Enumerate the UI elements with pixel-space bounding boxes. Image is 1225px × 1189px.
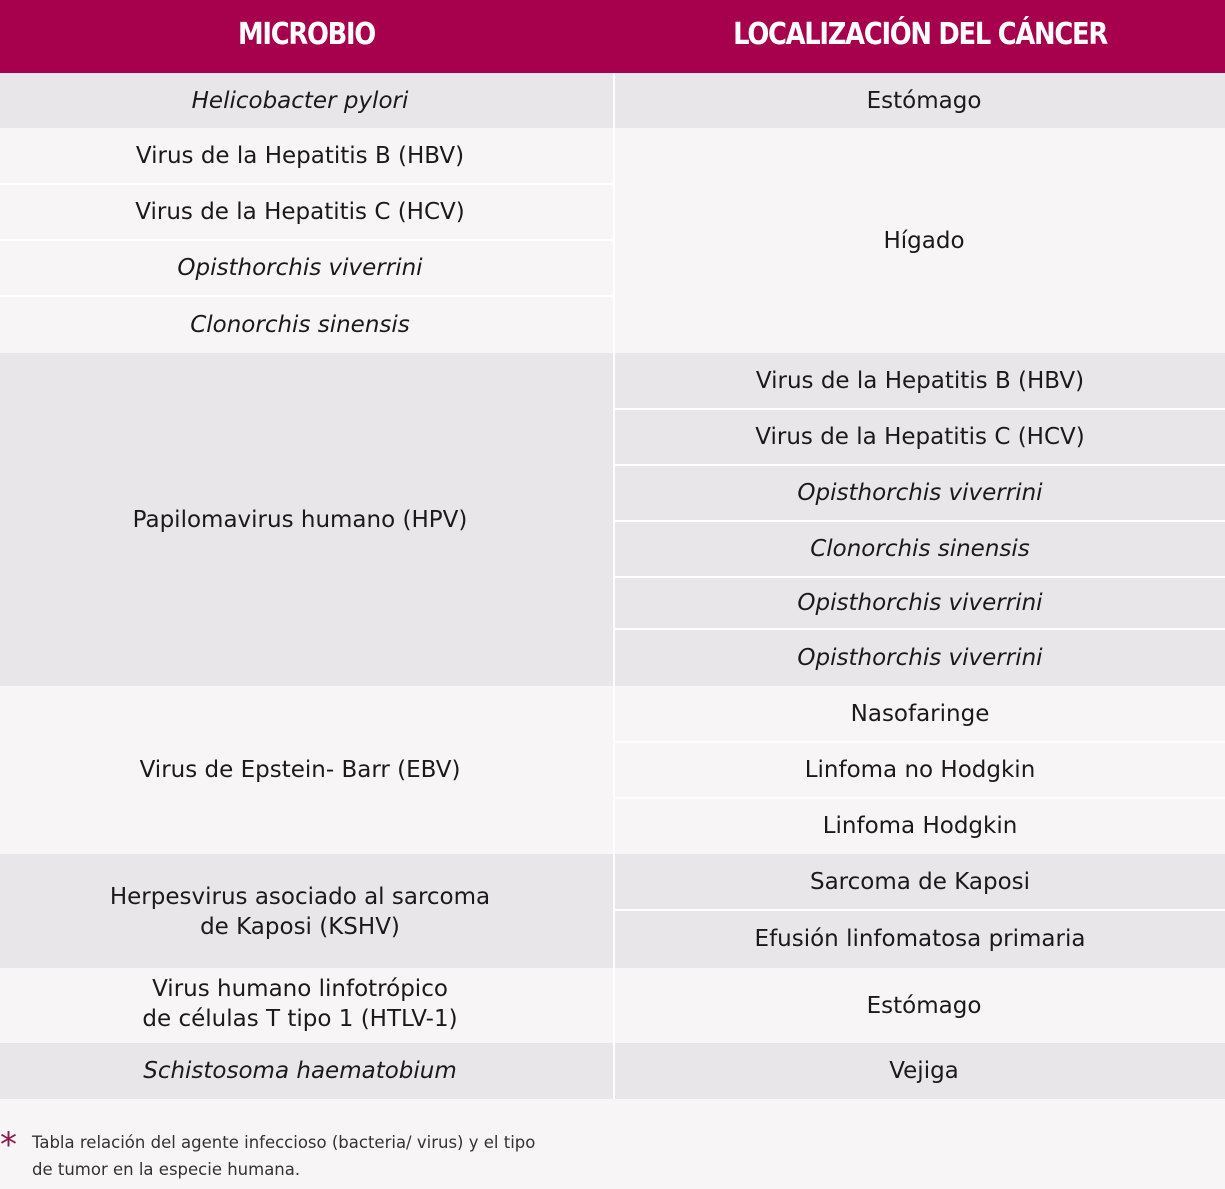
location-cell: Opisthorchis viverrini [797, 590, 1043, 616]
footnote-line: Tabla relación del agente infeccioso (bacteria/ virus) y el tipo [32, 1133, 536, 1152]
footnote [32, 1129, 632, 1183]
location-cell: Efusión linfomatosa primaria [754, 926, 1086, 952]
microbe-cell: Clonorchis sinensis [190, 311, 410, 338]
microbe-cell-line: de células T tipo 1 (HTLV-1) [142, 1006, 458, 1032]
table-header [0, 0, 1225, 73]
microbe-cell-line: de Kaposi (KSHV) [200, 914, 400, 940]
location-cell: Linfoma Hodgkin [822, 813, 1018, 839]
location-cell: Hígado [883, 227, 965, 254]
microbe-cell: Opisthorchis viverrini [177, 255, 423, 281]
location-cell: Vejiga [889, 1058, 959, 1084]
location-cell: Opisthorchis viverrini [797, 480, 1043, 506]
footnote-asterisk-icon: * [0, 1125, 17, 1165]
microbe-cell: Virus de la Hepatitis B (HBV) [135, 143, 465, 169]
location-cell: Sarcoma de Kaposi [809, 869, 1031, 895]
location-cell: Opisthorchis viverrini [797, 644, 1043, 671]
header-microbio: MICROBIO [238, 17, 375, 52]
location-cell: Estómago [866, 992, 982, 1019]
location-cell: Clonorchis sinensis [810, 536, 1030, 562]
footnote-line: de tumor en la especie humana. [32, 1160, 301, 1179]
microbe-cell: Helicobacter pylori [191, 87, 409, 114]
location-cell: Virus de la Hepatitis B (HBV) [755, 368, 1085, 394]
location-cell: Estómago [866, 87, 982, 114]
microbe-cell: Virus de Epstein- Barr (EBV) [139, 757, 461, 783]
microbe-cell: Schistosoma haematobium [143, 1058, 457, 1084]
microbe-cell: Papilomavirus humano (HPV) [132, 506, 468, 533]
location-cell: Nasofaringe [850, 701, 990, 727]
microbe-cell-line: Herpesvirus asociado al sarcoma [109, 884, 491, 910]
location-cell: Linfoma no Hodgkin [804, 757, 1036, 783]
location-cell: Virus de la Hepatitis C (HCV) [755, 424, 1085, 450]
microbe-cell-line: Virus humano linfotrópico [152, 976, 448, 1002]
microbe-cell: Virus de la Hepatitis C (HCV) [135, 199, 465, 225]
header-localizacion: LOCALIZACIÓN DEL CÁNCER [733, 17, 1107, 52]
